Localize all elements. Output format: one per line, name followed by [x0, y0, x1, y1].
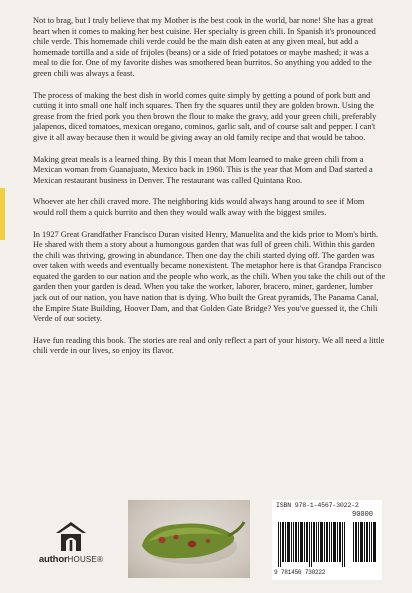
blurb-paragraph-3: Making great meals is a learned thing. By this I mean that Mom learned to make green chili from a Mexican woman from Guanajuato, Mexico back in 1960. This is the year that Mom and Dad started a Mexican restaurant business in Denver. The restaurant was called Quintana Roo.	[33, 154, 373, 185]
blurb-paragraph-4: Whoever ate her chili craved more. The neighboring kids would always hang around to see if Mom would roll them a quick burrito and then they would walk away with the biggest smiles.	[33, 197, 365, 217]
blurb-paragraph-6: Have fun reading this book. The stories are real and only reflect a part of your history. We all need a little chili verde in our lives, so enjoy its flavor.	[33, 335, 385, 356]
publisher-logo	[37, 520, 105, 565]
barcode-addon-bars	[353, 522, 377, 562]
barcode-main-bars	[278, 522, 348, 567]
barcode-digits: 9 781456 730222	[274, 569, 326, 576]
blurb-paragraph-1: Not to brag, but I truly believe that my Mother is the best cook in the world, bar none! She has a great heart when it comes to making her best cuisine. Her specialty is green chili. In Spanish it's pronounced chile verde. This homemade chili verde could be the main dish eaten at any given meal, but add a homemade tortilla and a side of frijoles (beans) or a side of fried potatoes or maybe mashed; it was a meal to die for. One of my favorite dishes was smothered bean burritos. So anything you added to the green chili was always a feast.	[33, 16, 376, 78]
blurb-paragraph-2: The process of making the best dish in world comes quite simply by getting a pound of pork butt and cutting it into small one half inch squares. Then fry the squares until they are golden brown. Using the grease from the fried pork you then brown the flour to make the gravy, add your green chili, preferably jalapenos, diced tomatoes, mexican oregano, cominos, garlic salt, and of course salt and pepper. I can't give it all away because then it would be giving away an old family recipe and that would be taboo.	[33, 90, 377, 142]
authorhouse-logo-icon	[54, 520, 88, 552]
yellow-edge-tab	[0, 188, 5, 240]
cover-footer	[0, 490, 412, 593]
barcode-price-code: 90000	[352, 511, 374, 519]
isbn-text: ISBN 978-1-4567-3022-2	[276, 502, 359, 509]
blurb-paragraph-5: In 1927 Great Grandfather Francisco Duran visited Henry, Manuelita and the kids prior to Mom's birth. He shared with them a story about a humongous garden that was full of green chili. Within this garden the chili was thriving, growing in abundance. Then one day the chili started dying off. The garden was over taken with weeds and eventually became nonexistent. The metaphor here is that Grandpa Francisco equated the garden to our nation and the people who work, as the chili. When you take the chili out of the garden then your garden is dead. When you take the worker, laborer, bracero, miner, gardener, lumber jack out of our nation, you have nation that is dying. Who built the Great pyramids, The Panama Canal, the Empire State Building, Hoover Dam, and that Golden Gate Bridge? Yes you've guessed it, the Chili Verde of our society.	[33, 229, 386, 324]
blurb-text	[33, 16, 386, 368]
publisher-wordmark: authorHOUSE®	[38, 554, 104, 565]
green-chili-photo	[128, 500, 250, 578]
isbn-barcode	[272, 500, 382, 580]
